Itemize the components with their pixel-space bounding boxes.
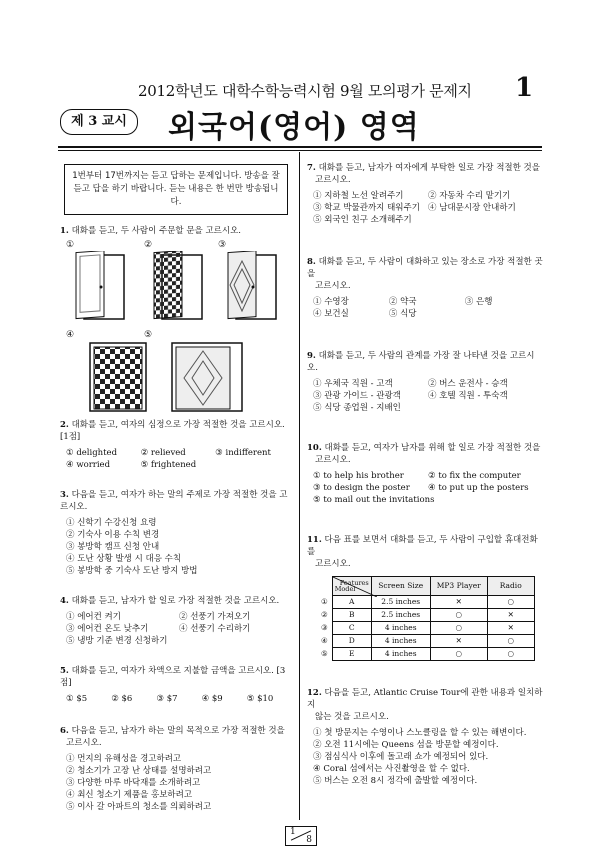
table-row: ④ D 4 inches ✕ ○ <box>317 635 534 648</box>
left-column <box>60 156 292 813</box>
table-row: ⑤ E 4 inches ○ ○ <box>317 648 534 661</box>
table-header: Screen Size <box>371 577 430 596</box>
question-9: 9. 대화를 듣고, 두 사람의 관계를 가장 잘 나타낸 것을 고르시오. ① 우체국 직원 - 고객 ② 버스 운전사 - 승객 ③ 관광 가이드 - 관광객 ④ 호텔 직원 - 투숙객 ⑤ 식당 종업원 - 지배인 <box>307 351 535 413</box>
phone-comparison-table <box>317 576 535 661</box>
table-row: ② B 2.5 inches ○ ✕ <box>317 609 534 622</box>
table-corner: Features Model <box>332 577 371 596</box>
table-header: MP3 Player <box>430 577 487 596</box>
question-10: 10. 대화를 듣고, 여자가 남자를 위해 할 일로 가장 적절한 것을 고르시오. ① to help his brother ② to fix the computer ③ to design the poster ④ to put up the posters ⑤ to mail out the invitations <box>307 443 541 505</box>
question-11: 11. 다음 표를 보면서 대화를 듣고, 두 사람이 구입할 휴대전화를 고르시오. Features Model Screen Size MP3 Player Radio ① A 2.5 inches ✕ ○ ② B 2.5 inches ○ ✕ ③ C 4 inches ○ ✕ ④ D 4 inches ✕ ○ ⑤ E 4 inches ○ ○ <box>307 534 543 661</box>
table-header: Radio <box>487 577 534 596</box>
door-images: ① ② ③ ④ ⑤ <box>60 239 292 417</box>
question-8: 8. 대화를 듣고, 두 사람이 대화하고 있는 장소로 가장 적절한 곳을 고르시오. ① 수영장 ② 약국 ③ 은행 ④ 보건실 ⑤ 식당 <box>307 257 543 319</box>
door-option-5 <box>162 339 252 415</box>
question-3: 3. 다음을 듣고, 여자가 하는 말의 주제로 가장 적절한 것을 고르시오. ① 신학기 수강신청 요령 ② 기숙사 이용 수칙 변경 ③ 봉방학 캠프 신청 안내 ④ 도난 상황 발생 시 대응 수칙 ⑤ 봉방학 중 기숙사 도난 방지 방법 <box>60 490 288 576</box>
period-badge: 제 3 교시 <box>60 109 138 135</box>
door-option-4 <box>80 339 150 415</box>
table-row: ① A 2.5 inches ✕ ○ <box>317 596 534 609</box>
question-4: 4. 대화를 듣고, 남자가 할 일로 가장 적절한 것을 고르시오. ① 에어컨 켜기 ② 선풍기 가져오기 ③ 에어컨 온도 낮추기 ④ 선풍기 수리하기 ⑤ 냉방 기준 변경 신청하기 <box>60 596 280 646</box>
right-column <box>307 162 543 787</box>
question-12: 12. 다음을 듣고, Atlantic Cruise Tour에 관한 내용과 일치하지 않는 것을 고르시오. ① 첫 방문지는 수영이나 스노클링을 할 수 있는 해변이다. ② 오전 11시에는 Queens 섬을 방문할 예정이다. ③ 점심식사 이후에 돌고래 쇼가 예정되어 있다. ④ Coral 섬에서는 사진촬영을 할 수 없다. ⑤ 버스는 오전 8시 정각에 출발할 예정이다. <box>307 688 543 786</box>
header-rule-thin <box>58 150 542 151</box>
question-6: 6. 다음을 듣고, 남자가 하는 말의 목적으로 가장 적절한 것을 고르시오. ① 먼지의 유해성을 경고하려고 ② 청소기가 고장 난 상태를 설명하려고 ③ 다양한 마루 바닥재를 소개하려고 ④ 최신 청소기 제품을 홍보하려고 ⑤ 이사 갈 아파트의 청소를 의뢰하려고 <box>60 726 285 812</box>
question-1: 1. 대화를 듣고, 두 사람이 주문할 문을 고르시오. ① ② ③ ④ ⑤ <box>60 225 292 417</box>
header-rule <box>58 146 542 148</box>
exam-title: 2012학년도 대학수학능력시험 9월 모의평가 문제지 <box>138 82 472 100</box>
question-2: 2. 대화를 듣고, 여자의 심정으로 가장 적절한 것을 고르시오. [1점] ① delighted ② relieved ③ indifferent ④ worried ⑤ frightened <box>60 420 285 470</box>
door-option-1 <box>70 251 136 323</box>
question-5: 5. 대화를 듣고, 여자가 차액으로 지불할 금액을 고르시오. [3점] ① $5 ② $6 ③ $7 ④ $9 ⑤ $10 <box>60 666 286 704</box>
subject-title: 외국어(영어) 영역 <box>168 110 420 145</box>
column-divider <box>299 152 300 820</box>
table-row: ③ C 4 inches ○ ✕ <box>317 622 534 635</box>
door-option-2 <box>148 251 214 323</box>
question-7: 7. 대화를 듣고, 남자가 여자에게 부탁한 일로 가장 적절한 것을 고르시오. ① 지하철 노선 알려주기 ② 자동차 수리 맡기기 ③ 학교 박물관까지 태워주기 ④ 남대문시장 안내하기 ⑤ 외국인 친구 소개해주기 <box>307 163 540 225</box>
page-number: 1 <box>515 73 534 103</box>
door-option-3 <box>222 251 288 323</box>
page-indicator: 1 8 <box>285 826 317 846</box>
listening-notice: 1번부터 17번까지는 듣고 답하는 문제입니다. 방송을 잘 듣고 답을 하기 바랍니다. 듣는 내용은 한 번만 방송됩니다. <box>64 164 288 215</box>
